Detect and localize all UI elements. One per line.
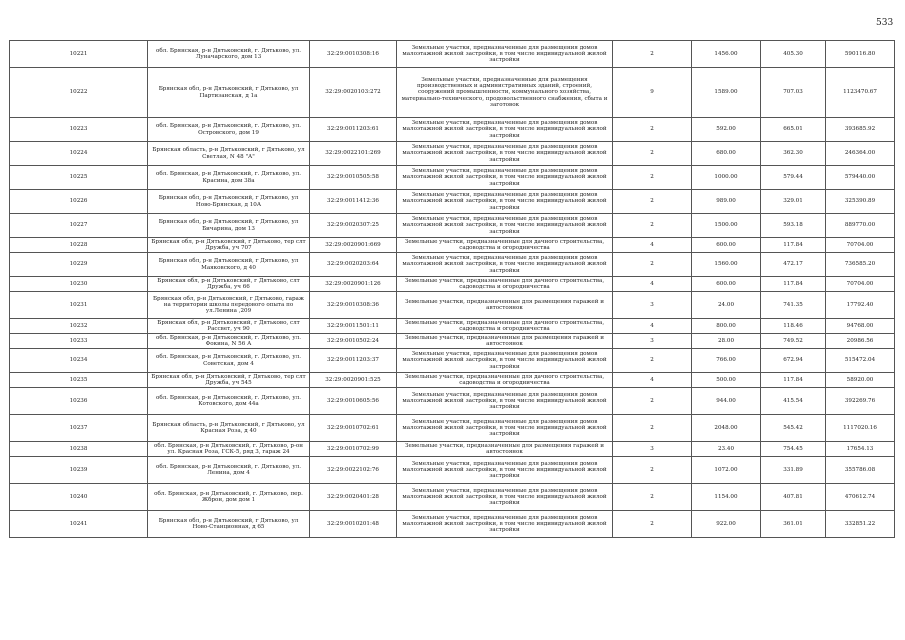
row-cadastral-number: 32:29:0022101:269 <box>310 142 397 166</box>
row-area: 1154.00 <box>692 484 761 511</box>
row-group: 2 <box>613 190 692 214</box>
table-row <box>10 253 895 277</box>
row-cadastral-value: 17792.40 <box>826 292 895 319</box>
row-area: 680.00 <box>692 142 761 166</box>
row-specific-value: 361.01 <box>761 511 826 538</box>
table-row <box>10 484 895 511</box>
row-specific-value: 741.35 <box>761 292 826 319</box>
row-specific-value: 415.54 <box>761 388 826 415</box>
row-specific-value: 407.81 <box>761 484 826 511</box>
table-row <box>10 442 895 457</box>
row-number: 10238 <box>10 442 148 457</box>
row-specific-value: 405.30 <box>761 41 826 68</box>
row-group: 2 <box>613 511 692 538</box>
row-group: 3 <box>613 292 692 319</box>
row-cadastral-value: 736585.20 <box>826 253 895 277</box>
row-number: 10228 <box>10 238 148 253</box>
row-land-use-purpose: Земельные участки, предназначенные для размещения домов малоэтажной жилой застройки, в том числе индивидуальной жилой застройки <box>397 349 613 373</box>
row-land-use-purpose: Земельные участки, предназначенные для дачного строительства, садоводства и огородничества <box>397 238 613 253</box>
row-cadastral-value: 515472.04 <box>826 349 895 373</box>
row-cadastral-value: 70704.00 <box>826 277 895 292</box>
page-number: 533 <box>876 18 894 28</box>
row-specific-value: 545.42 <box>761 415 826 442</box>
row-specific-value: 117.84 <box>761 238 826 253</box>
row-specific-value: 331.89 <box>761 457 826 484</box>
row-land-use-purpose: Земельные участки, предназначенные для размещения гаражей и автостоянок <box>397 292 613 319</box>
row-land-use-purpose: Земельные участки, предназначенные для размещения домов малоэтажной жилой застройки, в том числе индивидуальной жилой застройки <box>397 511 613 538</box>
row-group: 2 <box>613 349 692 373</box>
row-area: 600.00 <box>692 277 761 292</box>
row-cadastral-number: 32:29:0011203:37 <box>310 349 397 373</box>
row-cadastral-value: 246364.00 <box>826 142 895 166</box>
row-address: Брянская обл, р-н Дятьковский, г Дятьково, тер слт Дружба, уч 707 <box>148 238 310 253</box>
row-cadastral-value: 1123470.67 <box>826 68 895 118</box>
row-number: 10224 <box>10 142 148 166</box>
table-row <box>10 142 895 166</box>
row-specific-value: 665.01 <box>761 118 826 142</box>
row-area: 592.00 <box>692 118 761 142</box>
row-cadastral-number: 32:29:0011501:11 <box>310 319 397 334</box>
row-cadastral-number: 32:29:0022102:76 <box>310 457 397 484</box>
row-cadastral-number: 32:29:0010308:16 <box>310 41 397 68</box>
row-cadastral-value: 332851.22 <box>826 511 895 538</box>
row-group: 4 <box>613 238 692 253</box>
row-number: 10234 <box>10 349 148 373</box>
row-group: 2 <box>613 142 692 166</box>
row-land-use-purpose: Земельные участки, предназначенные для размещения домов малоэтажной жилой застройки, в том числе индивидуальной жилой застройки <box>397 415 613 442</box>
row-group: 3 <box>613 334 692 349</box>
row-number: 10236 <box>10 388 148 415</box>
row-land-use-purpose: Земельные участки, предназначенные для размещения домов малоэтажной жилой застройки, в том числе индивидуальной жилой застройки <box>397 166 613 190</box>
row-cadastral-number: 32:29:0010502:24 <box>310 334 397 349</box>
row-cadastral-number: 32:29:0010605:56 <box>310 388 397 415</box>
row-specific-value: 117.84 <box>761 277 826 292</box>
row-cadastral-number: 32:29:0010201:48 <box>310 511 397 538</box>
row-address: обл. Брянская, р-н Дятьковский, г. Дятьково, ул. Красина, дом 38а <box>148 166 310 190</box>
table-row <box>10 41 895 68</box>
table-row <box>10 415 895 442</box>
row-address: Брянская обл, р-н Дятьковский, г Дятьково, слт Дружба, уч 66 <box>148 277 310 292</box>
row-address: обл. Брянская, р-н Дятьковский, г. Дятьково, ул. Котовского, дом 44а <box>148 388 310 415</box>
row-cadastral-number: 32:29:0020901:525 <box>310 373 397 388</box>
row-cadastral-value: 58920.00 <box>826 373 895 388</box>
row-cadastral-number: 32:29:0010702:99 <box>310 442 397 457</box>
row-area: 1500.00 <box>692 214 761 238</box>
row-group: 2 <box>613 388 692 415</box>
row-number: 10232 <box>10 319 148 334</box>
row-address: Брянская обл, р-н Дятьковский, г Дятьково, ул Ново-Станционная, д 65 <box>148 511 310 538</box>
row-cadastral-value: 94768.00 <box>826 319 895 334</box>
row-cadastral-number: 32:29:0020103:272 <box>310 68 397 118</box>
row-cadastral-number: 32:29:0020401:28 <box>310 484 397 511</box>
row-cadastral-number: 32:29:0010505:58 <box>310 166 397 190</box>
table-row <box>10 292 895 319</box>
row-number: 10226 <box>10 190 148 214</box>
row-address: Брянская область, р-н Дятьковский, г Дятьково, ул Красная Роза, д 40 <box>148 415 310 442</box>
row-area: 23.40 <box>692 442 761 457</box>
row-cadastral-number: 32:29:0011412:36 <box>310 190 397 214</box>
row-cadastral-value: 590116.80 <box>826 41 895 68</box>
row-land-use-purpose: Земельные участки, предназначенные для размещения домов малоэтажной жилой застройки, в том числе индивидуальной жилой застройки <box>397 457 613 484</box>
table-row <box>10 68 895 118</box>
row-group: 3 <box>613 442 692 457</box>
row-address: обл. Брянская, р-н Дятьковский, г. Дятьково, р-он ул. Красная Роза, ГСК-5, ряд 3, гараж 24 <box>148 442 310 457</box>
row-group: 2 <box>613 166 692 190</box>
row-cadastral-value: 392269.76 <box>826 388 895 415</box>
row-number: 10239 <box>10 457 148 484</box>
row-cadastral-number: 32:29:0010308:36 <box>310 292 397 319</box>
row-area: 800.00 <box>692 319 761 334</box>
row-area: 500.00 <box>692 373 761 388</box>
row-specific-value: 593.18 <box>761 214 826 238</box>
row-number: 10237 <box>10 415 148 442</box>
row-group: 2 <box>613 457 692 484</box>
row-address: обл. Брянская, р-н Дятьковский, г. Дятьково, пер. Жброн, дом дом 1 <box>148 484 310 511</box>
row-number: 10225 <box>10 166 148 190</box>
row-address: Брянская обл, р-н Дятьковский, г Дятьково, слт Рассвет, уч 90 <box>148 319 310 334</box>
row-number: 10229 <box>10 253 148 277</box>
table-row <box>10 118 895 142</box>
row-cadastral-value: 470612.74 <box>826 484 895 511</box>
row-area: 766.00 <box>692 349 761 373</box>
table-row <box>10 190 895 214</box>
row-land-use-purpose: Земельные участки, предназначенные для размещения домов малоэтажной жилой застройки, в том числе индивидуальной жилой застройки <box>397 118 613 142</box>
row-cadastral-value: 325390.89 <box>826 190 895 214</box>
row-number: 10230 <box>10 277 148 292</box>
table-row <box>10 511 895 538</box>
row-land-use-purpose: Земельные участки, предназначенные для размещения домов малоэтажной жилой застройки, в том числе индивидуальной жилой застройки <box>397 253 613 277</box>
row-land-use-purpose: Земельные участки, предназначенные для размещения домов малоэтажной жилой застройки, в том числе индивидуальной жилой застройки <box>397 388 613 415</box>
row-address: обл. Брянская, р-н Дятьковский, г. Дятьково, ул. Советская, дом 4 <box>148 349 310 373</box>
row-address: Брянская обл, р-н Дятьковский, г Дятьково, ул Маяковского, д 40 <box>148 253 310 277</box>
row-area: 1560.00 <box>692 253 761 277</box>
row-cadastral-number: 32:29:0020203:64 <box>310 253 397 277</box>
row-group: 2 <box>613 118 692 142</box>
row-land-use-purpose: Земельные участки, предназначенные для размещения домов малоэтажной жилой застройки, в том числе индивидуальной жилой застройки <box>397 484 613 511</box>
row-specific-value: 472.17 <box>761 253 826 277</box>
table-row <box>10 238 895 253</box>
row-area: 922.00 <box>692 511 761 538</box>
table-row <box>10 214 895 238</box>
row-area: 1000.00 <box>692 166 761 190</box>
row-cadastral-value: 393685.92 <box>826 118 895 142</box>
row-cadastral-number: 32:29:0020901:669 <box>310 238 397 253</box>
row-cadastral-number: 32:29:0010702:61 <box>310 415 397 442</box>
row-specific-value: 749.52 <box>761 334 826 349</box>
row-number: 10222 <box>10 68 148 118</box>
row-area: 28.00 <box>692 334 761 349</box>
row-specific-value: 672.94 <box>761 349 826 373</box>
row-land-use-purpose: Земельные участки, предназначенные для дачного строительства, садоводства и огородничества <box>397 319 613 334</box>
row-cadastral-value: 17654.13 <box>826 442 895 457</box>
table-row <box>10 373 895 388</box>
row-number: 10231 <box>10 292 148 319</box>
row-number: 10223 <box>10 118 148 142</box>
row-cadastral-number: 32:29:0011203:61 <box>310 118 397 142</box>
row-group: 2 <box>613 253 692 277</box>
row-specific-value: 579.44 <box>761 166 826 190</box>
row-address: обл. Брянская, р-н Дятьковский, г. Дятьково, ул. Фокина, N 56 А <box>148 334 310 349</box>
row-land-use-purpose: Земельные участки, предназначенные для размещения домов малоэтажной жилой застройки, в том числе индивидуальной жилой застройки <box>397 142 613 166</box>
row-area: 1589.00 <box>692 68 761 118</box>
cadastral-value-table <box>9 40 895 538</box>
row-specific-value: 118.46 <box>761 319 826 334</box>
table-body <box>10 41 895 538</box>
row-area: 1072.00 <box>692 457 761 484</box>
row-area: 2048.00 <box>692 415 761 442</box>
row-address: обл. Брянская, р-н Дятьковский, г. Дятьково, ул. Ленина, дом 4 <box>148 457 310 484</box>
table-row <box>10 277 895 292</box>
row-specific-value: 117.84 <box>761 373 826 388</box>
table-row <box>10 349 895 373</box>
row-address: Брянская область, р-н Дятьковский, г Дятьково, ул Светлая, N 48 "А" <box>148 142 310 166</box>
row-area: 1456.00 <box>692 41 761 68</box>
row-area: 600.00 <box>692 238 761 253</box>
row-number: 10227 <box>10 214 148 238</box>
row-cadastral-number: 32:29:0020901:126 <box>310 277 397 292</box>
row-number: 10235 <box>10 373 148 388</box>
row-group: 2 <box>613 415 692 442</box>
row-address: Брянская обл, р-н Дятьковский, г Дятьково, ул Ново-Брянская, д 10А <box>148 190 310 214</box>
row-cadastral-value: 1117020.16 <box>826 415 895 442</box>
table-row <box>10 334 895 349</box>
row-group: 4 <box>613 319 692 334</box>
row-group: 2 <box>613 214 692 238</box>
row-group: 2 <box>613 41 692 68</box>
row-address: Брянская обл, р-н Дятьковский, г Дятьково, тер слт Дружба, уч 545 <box>148 373 310 388</box>
row-cadastral-value: 355786.08 <box>826 457 895 484</box>
row-specific-value: 362.30 <box>761 142 826 166</box>
row-cadastral-value: 889770.00 <box>826 214 895 238</box>
row-specific-value: 754.45 <box>761 442 826 457</box>
row-number: 10241 <box>10 511 148 538</box>
row-address: Брянская обл, р-н Дятьковский, г Дятьково, ул Бичарина, дом 13 <box>148 214 310 238</box>
row-specific-value: 707.03 <box>761 68 826 118</box>
row-area: 24.00 <box>692 292 761 319</box>
row-specific-value: 329.01 <box>761 190 826 214</box>
table-row <box>10 319 895 334</box>
row-number: 10233 <box>10 334 148 349</box>
row-cadastral-value: 70704.00 <box>826 238 895 253</box>
row-cadastral-number: 32:29:0020307:25 <box>310 214 397 238</box>
row-area: 989.00 <box>692 190 761 214</box>
row-group: 9 <box>613 68 692 118</box>
row-area: 944.00 <box>692 388 761 415</box>
row-cadastral-value: 20986.56 <box>826 334 895 349</box>
table-row <box>10 166 895 190</box>
row-cadastral-value: 579440.00 <box>826 166 895 190</box>
table-row <box>10 388 895 415</box>
row-group: 4 <box>613 373 692 388</box>
row-land-use-purpose: Земельные участки, предназначенные для размещения производственных и административных зданий, строений, сооружений промышленности, коммунального хозяйства, материально-технического, продовольственного снабжения, сбыта и заготовок <box>397 68 613 118</box>
row-number: 10240 <box>10 484 148 511</box>
row-number: 10221 <box>10 41 148 68</box>
row-land-use-purpose: Земельные участки, предназначенные для размещения домов малоэтажной жилой застройки, в том числе индивидуальной жилой застройки <box>397 41 613 68</box>
table-row <box>10 457 895 484</box>
row-land-use-purpose: Земельные участки, предназначенные для размещения гаражей и автостоянок <box>397 442 613 457</box>
row-address: Брянская обл, р-н Дятьковский, г Дятьково, ул Партизанская, д 1а <box>148 68 310 118</box>
row-address: обл. Брянская, р-н Дятьковский, г. Дятьково, ул. Луначарского, дом 13 <box>148 41 310 68</box>
row-land-use-purpose: Земельные участки, предназначенные для дачного строительства, садоводства и огородничества <box>397 373 613 388</box>
row-land-use-purpose: Земельные участки, предназначенные для размещения гаражей и автостоянок <box>397 334 613 349</box>
row-address: обл. Брянская, р-н Дятьковский, г. Дятьково, ул. Островского, дом 19 <box>148 118 310 142</box>
row-group: 4 <box>613 277 692 292</box>
row-group: 2 <box>613 484 692 511</box>
row-land-use-purpose: Земельные участки, предназначенные для размещения домов малоэтажной жилой застройки, в том числе индивидуальной жилой застройки <box>397 214 613 238</box>
row-land-use-purpose: Земельные участки, предназначенные для размещения домов малоэтажной жилой застройки, в том числе индивидуальной жилой застройки <box>397 190 613 214</box>
row-land-use-purpose: Земельные участки, предназначенные для дачного строительства, садоводства и огородничества <box>397 277 613 292</box>
row-address: Брянская обл, р-н Дятьковский, г Дятьково, гараж на территории школы передового опыта по ул.Ленина ,209 <box>148 292 310 319</box>
